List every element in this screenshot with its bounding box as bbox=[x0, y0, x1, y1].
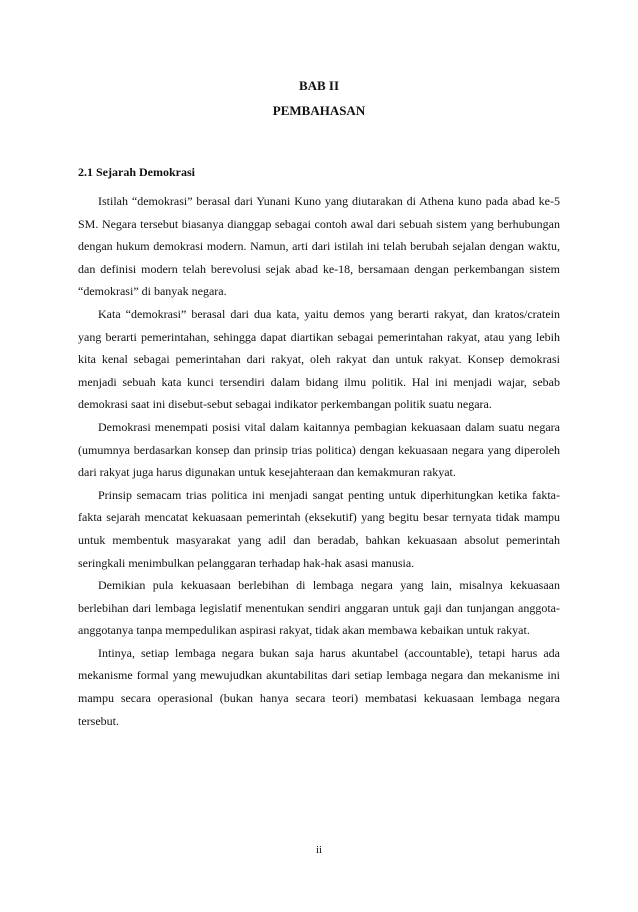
chapter-title: BAB II bbox=[298, 78, 340, 93]
paragraph: Prinsip semacam trias politica ini menjadi sangat penting untuk diperhitungkan ketika fakta-fakta sejarah mencatat kekuasaan pemerintah (eksekutif) yang begitu besar ternyata tidak mampu untuk membentuk masyarakat yang adil dan beradab, bahkan kekuasaan absolut pemerintah seringkali menimbulkan pelanggaran terhadap hak-hak asasi manusia. bbox=[78, 487, 560, 570]
paragraph: Kata “demokrasi” berasal dari dua kata, yaitu demos yang berarti rakyat, dan kratos/cratein yang berarti pemerintahan, sehingga dapat diartikan sebagai pemerintahan rakyat, atau yang lebih kita kenal sebagai pemerintahan dari rakyat, oleh rakyat dan untuk rakyat. Konsep demokrasi menjadi sebuah kata kunci tersendiri dalam bidang ilmu politik. Hal ini menjadi wajar, sebab demokrasi saat ini disebut-sebut sebagai indikator perkembangan politik suatu negara. bbox=[78, 306, 560, 412]
paragraph: Demokrasi menempati posisi vital dalam kaitannya pembagian kekuasaan dalam suatu negara (umumnya berdasarkan konsep dan prinsip trias politica) dengan kekuasaan negara yang diperoleh dari rakyat juga harus digunakan untuk kesejahteraan dan kemakmuran rakyat. bbox=[78, 419, 560, 480]
paragraph: Demikian pula kekuasaan berlebihan di lembaga negara yang lain, misalnya kekuasaan berlebihan dari lembaga legislatif menentukan sendiri anggaran untuk gaji dan tunjangan anggota-anggotanya tanpa mempedulikan aspirasi rakyat, tidak akan membawa kebaikan untuk rakyat. bbox=[78, 578, 560, 638]
section-body bbox=[78, 190, 560, 732]
section-heading: 2.1 Sejarah Demokrasi bbox=[78, 165, 195, 179]
page-number: ii bbox=[315, 844, 323, 856]
paragraph: Intinya, setiap lembaga negara bukan saja harus akuntabel (accountable), tetapi harus ada mekanisme formal yang mewujudkan akuntabilitas dari setiap lembaga negara dan mekanisme ini mampu secara operasional (bukan hanya secara teori) membatasi kekuasaan lembaga negara tersebut. bbox=[78, 645, 560, 728]
chapter-subtitle: PEMBAHASAN bbox=[272, 103, 366, 118]
paragraph: Istilah “demokrasi” berasal dari Yunani Kuno yang diutarakan di Athena kuno pada abad ke-5 SM. Negara tersebut biasanya dianggap sebagai contoh awal dari sebuah sistem yang berhubungan dengan hukum demokrasi modern. Namun, arti dari istilah ini telah berubah sejalan dengan waktu, dan definisi modern telah berevolusi sejak abad ke-18, bersamaan dengan perkembangan sistem “demokrasi” di banyak negara. bbox=[78, 194, 560, 299]
